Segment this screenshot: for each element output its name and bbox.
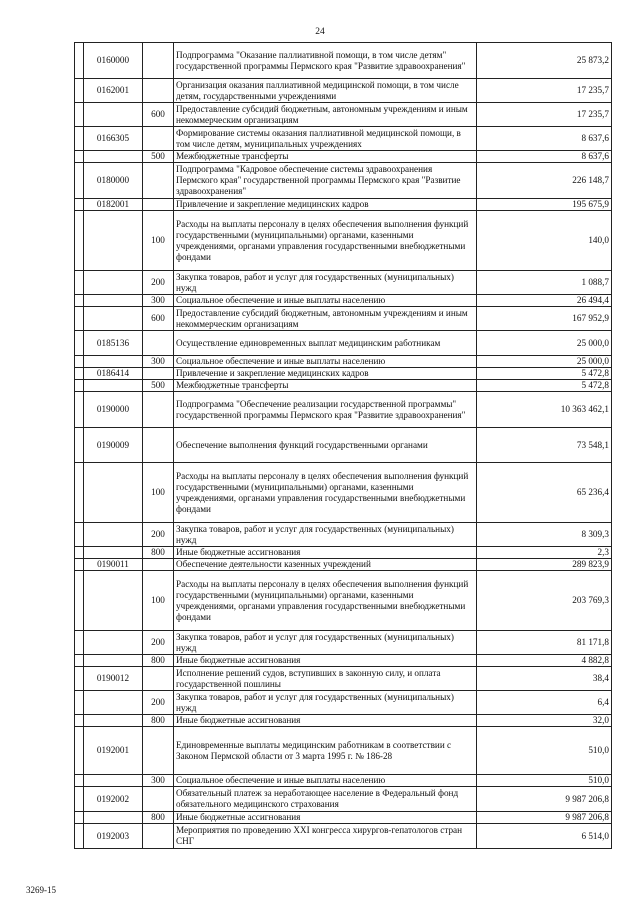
blank-cell: [75, 727, 84, 775]
blank-cell: [75, 631, 84, 655]
amount-cell: 140,0: [477, 211, 612, 271]
expense-type-cell: 800: [143, 812, 174, 824]
name-cell: Обязательный платеж за неработающее население в Федеральный фонд обязательного медицинского страхования: [174, 787, 477, 812]
code-cell: 0190012: [84, 667, 143, 691]
amount-cell: 17 235,7: [477, 79, 612, 103]
expense-type-cell: 800: [143, 715, 174, 727]
expense-type-cell: 600: [143, 307, 174, 331]
name-cell: Социальное обеспечение и иные выплаты населению: [174, 356, 477, 368]
table-row: [75, 103, 612, 127]
name-cell: Предоставление субсидий бюджетным, автономным учреждениям и иным некоммерческим организациям: [174, 307, 477, 331]
expense-type-cell: 100: [143, 463, 174, 523]
table-row: [75, 295, 612, 307]
code-cell: 0162001: [84, 79, 143, 103]
table-row: [75, 775, 612, 787]
amount-cell: 81 171,8: [477, 631, 612, 655]
name-cell: Подпрограмма "Оказание паллиативной помощи, в том числе детям" государственной программы Пермского края "Развитие здравоохранения": [174, 43, 477, 79]
code-cell: [84, 380, 143, 392]
amount-cell: 65 236,4: [477, 463, 612, 523]
table-row: [75, 127, 612, 151]
table-row: [75, 151, 612, 163]
code-cell: [84, 523, 143, 547]
table-row: [75, 392, 612, 428]
name-cell: Обеспечение выполнения функций государственными органами: [174, 428, 477, 463]
amount-cell: 6 514,0: [477, 824, 612, 849]
amount-cell: 26 494,4: [477, 295, 612, 307]
table-row: [75, 631, 612, 655]
amount-cell: 226 148,7: [477, 163, 612, 199]
table-row: [75, 199, 612, 211]
code-cell: [84, 295, 143, 307]
expense-type-cell: 800: [143, 655, 174, 667]
expense-type-cell: 800: [143, 547, 174, 559]
expense-type-cell: 200: [143, 271, 174, 295]
blank-cell: [75, 307, 84, 331]
table-row: [75, 812, 612, 824]
expense-type-cell: 300: [143, 775, 174, 787]
blank-cell: [75, 271, 84, 295]
blank-cell: [75, 127, 84, 151]
amount-cell: 73 548,1: [477, 428, 612, 463]
table-row: [75, 523, 612, 547]
amount-cell: 5 472,8: [477, 368, 612, 380]
blank-cell: [75, 547, 84, 559]
code-cell: [84, 571, 143, 631]
table-row: [75, 380, 612, 392]
amount-cell: 10 363 462,1: [477, 392, 612, 428]
name-cell: Исполнение решений судов, вступивших в законную силу, и оплата государственной пошлины: [174, 667, 477, 691]
name-cell: Иные бюджетные ассигнования: [174, 715, 477, 727]
name-cell: Закупка товаров, работ и услуг для государственных (муниципальных) нужд: [174, 691, 477, 715]
amount-cell: 203 769,3: [477, 571, 612, 631]
blank-cell: [75, 199, 84, 211]
expense-type-cell: [143, 428, 174, 463]
name-cell: Привлечение и закрепление медицинских кадров: [174, 368, 477, 380]
page-number: 24: [315, 27, 325, 37]
amount-cell: 25 000,0: [477, 356, 612, 368]
blank-cell: [75, 356, 84, 368]
blank-cell: [75, 103, 84, 127]
table-row: [75, 79, 612, 103]
table-row: [75, 43, 612, 79]
table-row: [75, 559, 612, 571]
name-cell: Осуществление единовременных выплат медицинским работникам: [174, 331, 477, 356]
code-cell: [84, 356, 143, 368]
code-cell: 0186414: [84, 368, 143, 380]
name-cell: Предоставление субсидий бюджетным, автономным учреждениям и иным некоммерческим организациям: [174, 103, 477, 127]
code-cell: 0192002: [84, 787, 143, 812]
budget-table-body: [75, 43, 612, 849]
expense-type-cell: [143, 667, 174, 691]
code-cell: [84, 655, 143, 667]
code-cell: [84, 691, 143, 715]
code-cell: 0192003: [84, 824, 143, 849]
table-row: [75, 667, 612, 691]
code-cell: [84, 151, 143, 163]
table-row: [75, 331, 612, 356]
amount-cell: 38,4: [477, 667, 612, 691]
expense-type-cell: 200: [143, 523, 174, 547]
budget-table: [74, 42, 612, 849]
table-row: [75, 271, 612, 295]
blank-cell: [75, 380, 84, 392]
name-cell: Привлечение и закрепление медицинских кадров: [174, 199, 477, 211]
blank-cell: [75, 787, 84, 812]
table-row: [75, 715, 612, 727]
expense-type-cell: 500: [143, 151, 174, 163]
expense-type-cell: [143, 824, 174, 849]
name-cell: Расходы на выплаты персоналу в целях обеспечения выполнения функций государственными (муниципальными) органами, казенными учреждениями, органами управления государственными внебюджетными фондами: [174, 571, 477, 631]
amount-cell: 9 987 206,8: [477, 812, 612, 824]
code-cell: [84, 463, 143, 523]
table-row: [75, 163, 612, 199]
name-cell: Обеспечение деятельности казенных учреждений: [174, 559, 477, 571]
amount-cell: 8 637,6: [477, 127, 612, 151]
expense-type-cell: 100: [143, 571, 174, 631]
blank-cell: [75, 655, 84, 667]
blank-cell: [75, 331, 84, 356]
code-cell: [84, 211, 143, 271]
amount-cell: 2,3: [477, 547, 612, 559]
code-cell: [84, 271, 143, 295]
expense-type-cell: [143, 43, 174, 79]
blank-cell: [75, 824, 84, 849]
table-row: [75, 368, 612, 380]
table-row: [75, 428, 612, 463]
blank-cell: [75, 691, 84, 715]
expense-type-cell: 300: [143, 295, 174, 307]
amount-cell: 4 882,8: [477, 655, 612, 667]
code-cell: 0180000: [84, 163, 143, 199]
blank-cell: [75, 571, 84, 631]
expense-type-cell: 500: [143, 380, 174, 392]
code-cell: 0182001: [84, 199, 143, 211]
amount-cell: 167 952,9: [477, 307, 612, 331]
blank-cell: [75, 392, 84, 428]
code-cell: [84, 103, 143, 127]
table-row: [75, 691, 612, 715]
blank-cell: [75, 163, 84, 199]
name-cell: Иные бюджетные ассигнования: [174, 547, 477, 559]
name-cell: Закупка товаров, работ и услуг для государственных (муниципальных) нужд: [174, 271, 477, 295]
table-row: [75, 211, 612, 271]
name-cell: Социальное обеспечение и иные выплаты населению: [174, 775, 477, 787]
table-row: [75, 463, 612, 523]
blank-cell: [75, 523, 84, 547]
name-cell: Единовременные выплаты медицинским работникам в соответствии с Законом Пермской области от 3 марта 1995 г. № 186-28: [174, 727, 477, 775]
blank-cell: [75, 368, 84, 380]
expense-type-cell: 600: [143, 103, 174, 127]
expense-type-cell: 300: [143, 356, 174, 368]
code-cell: [84, 307, 143, 331]
blank-cell: [75, 667, 84, 691]
expense-type-cell: [143, 163, 174, 199]
code-cell: [84, 812, 143, 824]
table-row: [75, 824, 612, 849]
blank-cell: [75, 559, 84, 571]
expense-type-cell: [143, 127, 174, 151]
name-cell: Подпрограмма "Кадровое обеспечение системы здравоохранения Пермского края" государственной программы Пермского края "Развитие здравоохранения": [174, 163, 477, 199]
code-cell: 0192001: [84, 727, 143, 775]
name-cell: Мероприятия по проведению XXI конгресса хирургов-гепатологов стран СНГ: [174, 824, 477, 849]
amount-cell: 17 235,7: [477, 103, 612, 127]
expense-type-cell: [143, 368, 174, 380]
amount-cell: 8 637,6: [477, 151, 612, 163]
amount-cell: 25 000,0: [477, 331, 612, 356]
code-cell: 0190011: [84, 559, 143, 571]
table-row: [75, 547, 612, 559]
name-cell: Расходы на выплаты персоналу в целях обеспечения выполнения функций государственными (муниципальными) органами, казенными учреждениями, органами управления государственными внебюджетными фондами: [174, 211, 477, 271]
name-cell: Межбюджетные трансферты: [174, 151, 477, 163]
name-cell: Подпрограмма "Обеспечение реализации государственной программы" государственной программы Пермского края "Развитие здравоохранения": [174, 392, 477, 428]
blank-cell: [75, 463, 84, 523]
code-cell: 0166305: [84, 127, 143, 151]
expense-type-cell: [143, 727, 174, 775]
table-row: [75, 307, 612, 331]
amount-cell: 32,0: [477, 715, 612, 727]
amount-cell: 5 472,8: [477, 380, 612, 392]
expense-type-cell: 100: [143, 211, 174, 271]
table-row: [75, 571, 612, 631]
amount-cell: 195 675,9: [477, 199, 612, 211]
expense-type-cell: [143, 559, 174, 571]
name-cell: Иные бюджетные ассигнования: [174, 655, 477, 667]
name-cell: Формирование системы оказания паллиативной медицинской помощи, в том числе детям, муниципальных учреждениях: [174, 127, 477, 151]
blank-cell: [75, 151, 84, 163]
blank-cell: [75, 715, 84, 727]
amount-cell: 9 987 206,8: [477, 787, 612, 812]
code-cell: [84, 715, 143, 727]
expense-type-cell: [143, 199, 174, 211]
table-row: [75, 655, 612, 667]
name-cell: Закупка товаров, работ и услуг для государственных (муниципальных) нужд: [174, 523, 477, 547]
code-cell: [84, 547, 143, 559]
name-cell: Иные бюджетные ассигнования: [174, 812, 477, 824]
table-row: [75, 727, 612, 775]
amount-cell: 6,4: [477, 691, 612, 715]
expense-type-cell: 200: [143, 691, 174, 715]
amount-cell: 510,0: [477, 727, 612, 775]
code-cell: [84, 775, 143, 787]
blank-cell: [75, 43, 84, 79]
footer-code: 3269-15: [26, 885, 56, 895]
code-cell: 0160000: [84, 43, 143, 79]
blank-cell: [75, 428, 84, 463]
name-cell: Межбюджетные трансферты: [174, 380, 477, 392]
expense-type-cell: [143, 331, 174, 356]
blank-cell: [75, 812, 84, 824]
blank-cell: [75, 775, 84, 787]
code-cell: 0185136: [84, 331, 143, 356]
table-row: [75, 356, 612, 368]
blank-cell: [75, 79, 84, 103]
table-row: [75, 787, 612, 812]
name-cell: Расходы на выплаты персоналу в целях обеспечения выполнения функций государственными (муниципальными) органами, казенными учреждениями, органами управления государственными внебюджетными фондами: [174, 463, 477, 523]
code-cell: [84, 631, 143, 655]
amount-cell: 510,0: [477, 775, 612, 787]
expense-type-cell: 200: [143, 631, 174, 655]
blank-cell: [75, 295, 84, 307]
name-cell: Закупка товаров, работ и услуг для государственных (муниципальных) нужд: [174, 631, 477, 655]
amount-cell: 25 873,2: [477, 43, 612, 79]
blank-cell: [75, 211, 84, 271]
amount-cell: 8 309,3: [477, 523, 612, 547]
code-cell: 0190009: [84, 428, 143, 463]
name-cell: Организация оказания паллиативной медицинской помощи, в том числе детям, государственными учреждениями: [174, 79, 477, 103]
amount-cell: 1 088,7: [477, 271, 612, 295]
expense-type-cell: [143, 79, 174, 103]
amount-cell: 289 823,9: [477, 559, 612, 571]
code-cell: 0190000: [84, 392, 143, 428]
name-cell: Социальное обеспечение и иные выплаты населению: [174, 295, 477, 307]
expense-type-cell: [143, 392, 174, 428]
expense-type-cell: [143, 787, 174, 812]
